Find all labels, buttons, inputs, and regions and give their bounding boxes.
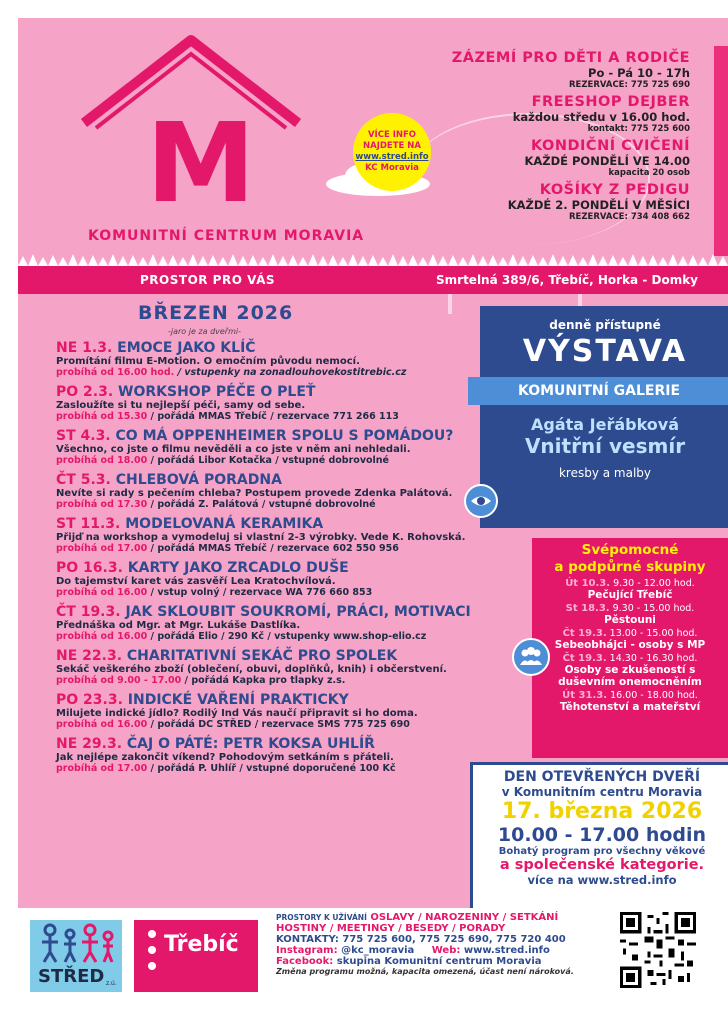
info-line: NAJDETE NA [363,141,421,151]
open-day-place: v Komunitním centru Moravia [501,785,703,799]
support-heading: a podpůrné skupiny [554,559,706,575]
group-day: Út 31.3. [562,690,608,701]
event-date: PO 2.3. [56,384,114,400]
trebic-logo-text: Třebíč [164,932,239,957]
group-time-row [532,578,728,589]
group-time-row [532,603,728,614]
group-time: 14.30 - 16.30 hod. [609,653,698,664]
event-details: / pořádá Libor Kotačka / vstupné dobrovolné [150,455,389,466]
event-details: / pořádá DC STŘED / rezervace SMS 775 725 690 [150,719,410,730]
group-time-row [532,653,728,664]
event-item [56,428,486,466]
event-description: Přednáška od Mgr. at Mgr. Lukáše Dastlíka. [56,620,301,631]
stred-logo [30,920,122,992]
group-time: 13.00 - 15.00 hod. [609,628,698,639]
event-title: WORKSHOP PÉČE O PLEŤ [118,384,316,400]
service-note: kontakt: 775 725 600 [587,124,690,134]
spaces-label: PROSTORY K UŽÍVÁNÍ [276,913,367,922]
event-item [56,604,486,642]
event-details: / pořádá Z. Palátová / vstupné dobrovolné [150,499,376,510]
facebook-label: Facebook: [276,956,334,967]
group-day: Čt 19.3. [562,628,607,639]
service-heading: KOŠÍKY Z PEDIGU [539,182,690,198]
event-title: EMOCE JAKO KLÍČ [117,340,256,356]
service-item [390,94,690,134]
logo-dot [148,946,156,954]
instagram-label: Instagram: [276,945,338,956]
service-line: KAŽDÉ PONDĚLÍ VE 14.00 [524,154,690,168]
service-heading: ZÁZEMÍ PRO DĚTI A RODIČE [451,50,690,66]
decorative-line [448,294,452,314]
services-list [390,50,690,226]
event-details: / pořádá Kapka pro tlapky z.s. [184,675,346,686]
bar-address: Smrtelná 389/6, Třebíč, Horka - Domky [436,273,698,287]
exhibition-access: denně přístupné [549,318,661,332]
group-time: 9.30 - 12.00 hod. [613,578,695,589]
open-day-text: Bohatý program pro všechny věkové [498,846,706,857]
event-time: probíhá od 9.00 - 17.00 [56,675,182,686]
address-bar [18,266,728,294]
event-details: / pořádá MMAS Třebíč / rezervace 771 266 113 [150,411,399,422]
event-time: probíhá od 17.30 [56,499,148,510]
instagram-handle[interactable]: @kc_moravia [341,945,415,956]
month-motto: -jaro je za dveřmi- [168,327,241,336]
group-name: Pečující Třebíč [587,589,673,601]
event-item [56,472,486,510]
open-day-box [470,762,728,908]
event-time: probíhá od 16.00 [56,719,148,730]
service-item [390,138,690,178]
event-description: Milujete indické jídlo? Rodilý Ind Vás naučí připravit si ho doma. [56,708,418,719]
event-list [56,340,486,780]
event-title: CHLEBOVÁ PORADNA [115,472,282,488]
month-title: BŘEZEN 2026 [138,302,294,324]
footer-info [276,912,612,976]
event-time: probíhá od 15.30 [56,411,148,422]
event-date: NE 1.3. [56,340,113,356]
event-time: probíhá od 16.00 [56,631,148,642]
event-details: / pořádá P. Uhlíř / vstupné doporučené 100 Kč [150,763,396,774]
group-time-row [532,690,728,701]
grass-decoration [18,252,728,266]
group-time: 9.30 - 15.00 hod. [612,603,695,614]
service-note: REZERVACE: 734 408 662 [569,212,690,222]
exhibition-box [480,306,728,528]
open-day-hours: 10.00 - 17.00 hodin [497,824,707,846]
group-time-row [532,628,728,639]
event-date: NE 29.3. [56,736,123,752]
event-title: INDICKÉ VAŘENÍ PRAKTICKY [127,692,349,708]
event-item [56,384,486,422]
spaces-line: OSLAVY / NAROZENINY / SETKÁNÍ [370,912,559,923]
event-time: probíhá od 16.00 [56,587,148,598]
center-name: KOMUNITNÍ CENTRUM MORAVIA [88,228,365,244]
info-link[interactable]: www.stred.info [355,152,429,162]
spaces-line: HOSTINY / MEETINGY / BESEDY / PORADY [276,923,506,934]
service-note: REZERVACE: 775 725 690 [569,80,690,90]
support-heading: Svépomocné [581,542,679,558]
event-title: CO MÁ OPPENHEIMER SPOLU S POMÁDOU? [115,428,454,444]
open-day-text: a společenské kategorie. [499,857,705,873]
group-time: 16.00 - 18.00 hod. [610,690,698,701]
group-name: Sebeobhájci - osoby s MP [554,639,706,651]
exhibition-kind: kresby a malby [558,466,652,480]
qr-code-icon[interactable] [620,912,696,988]
event-item [56,340,486,378]
stred-logo-text: STŘED [38,966,105,987]
event-title: MODELOVANÁ KERAMIKA [125,516,324,532]
service-note: kapacita 20 osob [608,168,690,178]
side-strip [714,46,728,256]
people-group-icon [512,638,550,676]
event-date: PO 23.3. [56,692,123,708]
service-item [390,182,690,222]
group-day: St 18.3. [565,603,610,614]
group-name: Osoby se zkušeností s duševním onemocněním [558,664,702,688]
logo-letter: M [146,99,256,227]
logo-dot [148,930,156,938]
family-icon [30,920,122,964]
event-title: CHARITATIVNÍ SEKÁČ PRO SPOLEK [126,648,398,664]
event-details: / pořádá MMAS Třebíč / rezervace 602 550 956 [150,543,399,554]
event-details: / pořádá Elio / 290 Kč / vstupenky www.shop-elio.cz [150,631,427,642]
open-day-title: DEN OTEVŘENÝCH DVEŘÍ [503,769,701,785]
gallery-label: KOMUNITNÍ GALERIE [468,377,728,405]
event-description: Zasloužíte si tu nejlepší péči, samy od sebe. [56,400,306,411]
trebic-logo [134,920,258,992]
event-time: probíhá od 17.00 [56,763,148,774]
event-time: probíhá od 18.00 [56,455,148,466]
group-day: Čt 19.3. [562,653,607,664]
event-date: PO 16.3. [56,560,123,576]
service-line: každou středu v 16.00 hod. [512,110,690,124]
info-line: VÍCE INFO [367,130,417,140]
eye-icon [464,484,498,518]
support-groups-box [532,538,728,758]
event-date: ČT 19.3. [56,604,121,620]
event-time: probíhá od 17.00 [56,543,148,554]
event-date: ST 4.3. [56,428,111,444]
poster-background [18,18,728,908]
exhibition-artist: Agáta Jeřábková [530,415,680,434]
event-date: ST 11.3. [56,516,121,532]
group-day: Út 10.3. [565,578,611,589]
group-name: Těhotenství a mateřství [559,701,701,713]
event-description: Přijď na workshop a vymodeluj si vlastní 2-3 výrobky. Vede K. Rohovská. [56,532,466,543]
exhibition-work: Vnitřní vesmír [524,434,686,458]
event-description: Jak nejlépe zakončit víkend? Pohodovým setkáním s přáteli. [56,752,394,763]
event-title: ČAJ O PÁTÉ: PETR KOKSA UHLÍŘ [126,736,375,752]
event-description: Do tajemství karet vás zasvěří Lea Kratochvílová. [56,576,336,587]
service-heading: FREESHOP DEJBER [531,94,690,110]
logo-dot [148,962,156,970]
exhibition-title: VÝSTAVA [522,334,688,369]
event-description: Všechno, co jste o filmu nevěděli a co jste v něm ani nehledali. [56,444,411,455]
event-item [56,560,486,598]
stred-logo-sub: z.ú. [106,980,117,987]
bar-slogan: PROSTOR PRO VÁS [140,273,275,287]
event-item [56,516,486,554]
event-details: / vstupenky na zonadlouhovekostitrebic.cz [177,367,407,378]
event-description: Nevíte si rady s pečením chleba? Postupem provede Zdenka Palátová. [56,488,453,499]
service-line: Po - Pá 10 - 17h [588,66,690,80]
web-link[interactable]: www.stred.info [463,945,550,956]
service-item [390,50,690,90]
facebook-group[interactable]: skupina Komunitní centrum Moravia [336,956,542,967]
event-item [56,736,486,774]
web-label: Web: [431,945,461,956]
disclaimer: Změna programu možná, kapacita omezená, účast není nároková. [276,967,574,976]
event-date: ČT 5.3. [56,472,111,488]
event-item [56,648,486,686]
service-line: KAŽDÉ 2. PONDĚLÍ V MĚSÍCI [507,198,690,212]
event-title: JAK SKLOUBIT SOUKROMÍ, PRÁCI, MOTIVACI [125,604,471,620]
contacts-line: KONTAKTY: 775 725 600, 775 725 690, 775 720 400 [276,934,566,945]
event-date: NE 22.3. [56,648,123,664]
service-heading: KONDIČNÍ CVIČENÍ [530,138,690,154]
event-title: KARTY JAKO ZRCADLO DUŠE [127,560,349,576]
info-line: KC Moravia [365,163,419,173]
open-day-date: 17. března 2026 [501,799,703,824]
event-description: Promítání filmu E-Motion. O emočním původu nemocí. [56,356,360,367]
group-name: Pěstouni [604,614,656,626]
event-details: / vstup volný / rezervace WA 776 660 853 [150,587,373,598]
open-day-link[interactable]: více na www.stred.info [527,873,677,887]
event-description: Sekáč veškerého zboží (oblečení, obuvi, doplňků, knih) i občerstvení. [56,664,447,675]
event-item [56,692,486,730]
event-time: probíhá od 16.00 hod. [56,367,175,378]
